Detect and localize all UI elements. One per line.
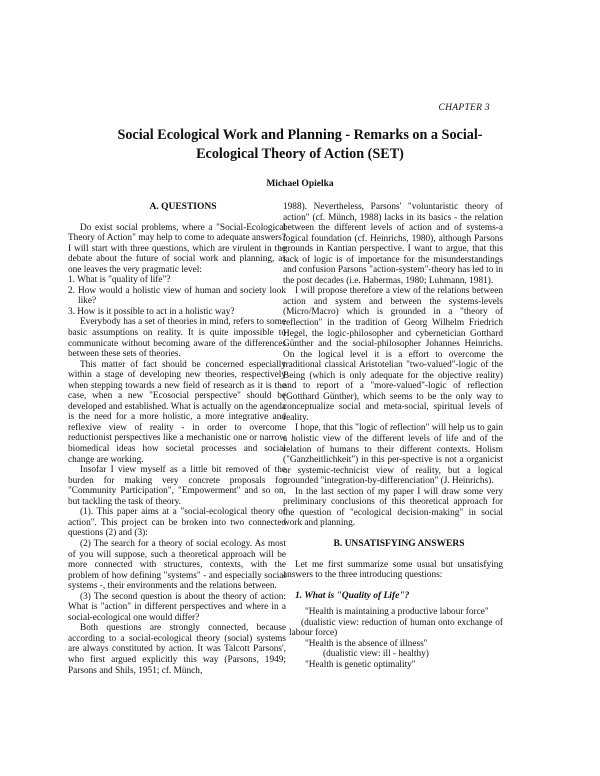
author-name: Michael Opielka [266, 179, 334, 189]
paragraph: Let me first summarize some usual but unsatisfying answers to the three introducing questions: [283, 559, 503, 581]
section-heading-a: A. QUESTIONS [149, 202, 217, 212]
paragraph: (1). This paper aims at a "social-ecological theory of action". This project can be broken into two connected questions (2) and (3): [68, 507, 286, 539]
title-line-2: Ecological Theory of Action (SET) [196, 145, 404, 162]
paragraph: Insofar I view myself as a little bit removed of the burden for making very concrete proposals for "Community Participation", "Empowerment" and so on, but tackling the task of theory. [68, 465, 286, 507]
title-line-1: Social Ecological Work and Planning - Remarks on a Social- [117, 127, 483, 143]
paragraph: 1988). Nevertheless, Parsons' "voluntaristic theory of action" (cf. Münch, 1988) lacks in its basics - the relation between the different levels of action and of systems-a logical foundation (cf. Heinrichs, 1980), although Parsons grounds in Kantian perspective. I want to argue, that this lack of logic is of importance for the misunderstandings and confusion Parsons "action-system"-theory has led to in the post decades (i.e. Habermas, 1980; Luhmann, 1981). [283, 202, 503, 286]
quote-note: (dualistic view: ill - healthy) [323, 649, 429, 660]
paragraph: This matter of fact should be concerned especially within a stage of developing new theories, respectively when stepping towards a new field of research as it is the case, when a new "Ecosocial perspective" should be developed and established. What is actually on the agenda is the need for a more holistic, a more integrative and reflexive view of reality - in order to overcome reductionist perspectives like a mechanistic one or narrow biomedical ideas how societal processes and social change are working. [68, 359, 286, 465]
section-heading-b: B. UNSATISFYING ANSWERS [333, 538, 465, 549]
paragraph: Both questions are strongly connected, because according to a social-ecological theory (social) systems are always constituted by action. It was Talcott Parsons', who first argued explicitly this way (Parsons, 1949; Parsons and Shils, 1951; cf. Münch, [68, 623, 286, 676]
quote-note: (dualistic view: reduction of human onto exchange of labour force) [289, 617, 503, 639]
paragraph: In the last section of my paper I will draw some very preliminary conclusions of this theoretical approach for the question of "ecological decision-making" in social work and planning. [283, 486, 503, 529]
left-column [68, 202, 286, 676]
paragraph: I will propose therefore a view of the relations between action and system and between the systems-levels (Micro/Macro) which is grounded in a "theory of reflection" in the tradition of Georg Wilhelm Friedrich Hegel, the logic-philosopher and cybernetician Gotthard Günther and the social-philosopher Johannes Heinrichs. On the logical level it is a effort to overcome the traditional classical Aristotelian "two-valued"-logic of the Being (which is only adequate for the objective reality) and to report of a "more-valued"-logic of reflection (Gotthard Günther), which seems to be the only way to conceptualize social and meta-social, spiritual levels of reality. [283, 286, 503, 423]
quote: "Health is genetic optimality" [305, 659, 416, 670]
paragraph: (3) The second question is about the theory of action: What is "action" in different perspectives and where in a social-ecological one would differ? [68, 591, 286, 623]
list-item: 3. How is it possible to act in a holistic way? [68, 306, 235, 317]
paragraph: Do exist social problems, where a "Social-Ecological Theory of Action" may help to come to adequate answers? I will start with three questions, which are virulent in the debate about the future of social work and planning, as one leaves the very pragmatic level: [68, 222, 286, 275]
question-list [68, 275, 286, 317]
paragraph: I hope, that this "logic of reflection" will help us to gain a holistic view of the different levels of life and of the relation of humans to their different contexts. Holism ("Ganzheitlichkeit") in this per-spective is not a organicist or systemic-technicist view of reality, but a logical grounded "integration-by-differenciation" (J. Heinrichs). [283, 423, 503, 487]
quote: "Health is maintaining a productive labour force" [305, 607, 489, 618]
chapter-label: CHAPTER 3 [438, 103, 490, 113]
list-item: 1. What is "quality of life"? [68, 275, 171, 286]
paragraph: Everybody has a set of theories in mind, refers to some basic assumptions on reality. It is quite impossible to communicate without becoming aware of the differences between these sets of theories. [68, 317, 286, 360]
right-column [283, 202, 503, 670]
paper-title [70, 126, 530, 163]
paragraph: (2) The search for a theory of social ecology. As most of you will suppose, such a theoretical approach will be more connected with structures, contexts, with the problem of how defining "systems" - and especially social systems -, their environments and the relations between. [68, 538, 286, 592]
subsection-heading: 1. What is "Quality of Life"? [295, 590, 410, 601]
quote: "Health is the absence of illness" [305, 638, 428, 649]
list-item: 2. How would a holistic view of human and society look like? [68, 285, 286, 307]
